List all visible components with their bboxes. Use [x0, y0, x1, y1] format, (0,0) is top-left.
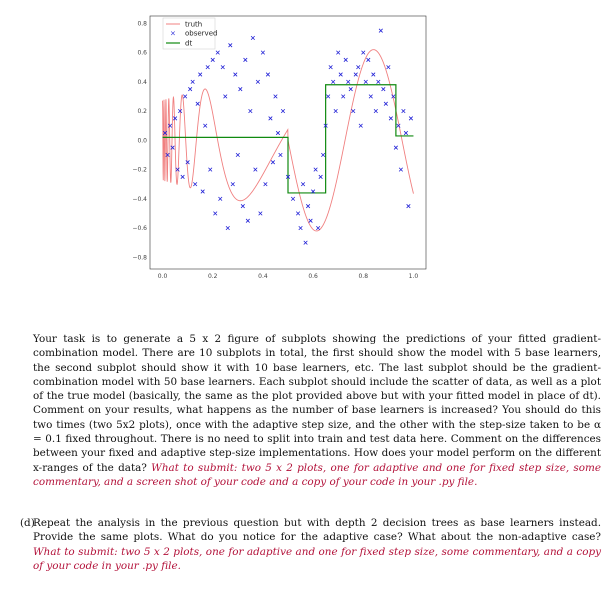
x-tick-label: 0.8	[358, 273, 369, 280]
item-d-body: Repeat the analysis in the previous question but with depth 2 decision trees as base learners instead. Provide the same plots. What do you notice for the adaptive case? What about the non-adaptive case?	[33, 517, 601, 544]
y-tick-label: −0.2	[132, 166, 147, 174]
legend-truth: truth	[185, 20, 203, 29]
y-tick-label: 0.6	[137, 49, 147, 57]
x-tick-label: 0.0	[157, 273, 168, 280]
svg-text:×: ×	[170, 29, 176, 38]
item-d-paragraph	[33, 516, 601, 573]
y-tick-label: 0.8	[137, 20, 147, 28]
x-tick-label: 0.4	[258, 273, 268, 280]
item-label-d: (d)	[20, 517, 35, 529]
legend-dt: dt	[185, 39, 193, 48]
item-d-submit-note: What to submit: two 5 x 2 plots, one for adaptive and one for fixed step size, some commentary, and a copy of your code in your .py file.	[33, 545, 601, 572]
x-tick-label: 0.2	[207, 273, 218, 280]
x-tick-label: 0.6	[308, 273, 318, 280]
y-tick-label: −0.8	[132, 254, 147, 262]
y-tick-label: 0.2	[137, 108, 147, 116]
task-body: Your task is to generate a 5 x 2 figure of subplots showing the predictions of your fitted gradient-combination model. There are 10 subplots in total, the first should show the model with 5 base learners, the second subplot should show it with 10 base learners, etc. The last subplot should be the gradient-combination model with 50 base learners. Each subplot should include the scatter of data, as well as a plot of the true model (basically, the same as the plot provided above but with your fitted model in place of dt). Comment on your results, what happens as the number of base learners is increased? You should do this two times (two 5x2 plots), once with the adaptive step size, and the other with the step-size taken to be α = 0.1 fixed throughout. There is no need to split into train and test data here. Comment on the differences between your fixed and adaptive step-size implementations. How does your model perform on the different x-ranges of the data?	[33, 333, 601, 474]
x-tick-label: 1.0	[408, 273, 419, 280]
y-tick-label: −0.6	[132, 225, 147, 233]
y-tick-label: 0.4	[137, 78, 147, 86]
task-submit-note: What to submit: two 5 x 2 plots, one for adaptive and one for fixed step size, some commentary, and a screen shot of your code and a copy of your code in your .py file.	[33, 461, 602, 488]
y-tick-label: 0.0	[137, 137, 147, 145]
y-tick-label: −0.4	[132, 195, 147, 203]
legend-observed: observed	[185, 29, 218, 38]
task-paragraph	[33, 332, 601, 489]
